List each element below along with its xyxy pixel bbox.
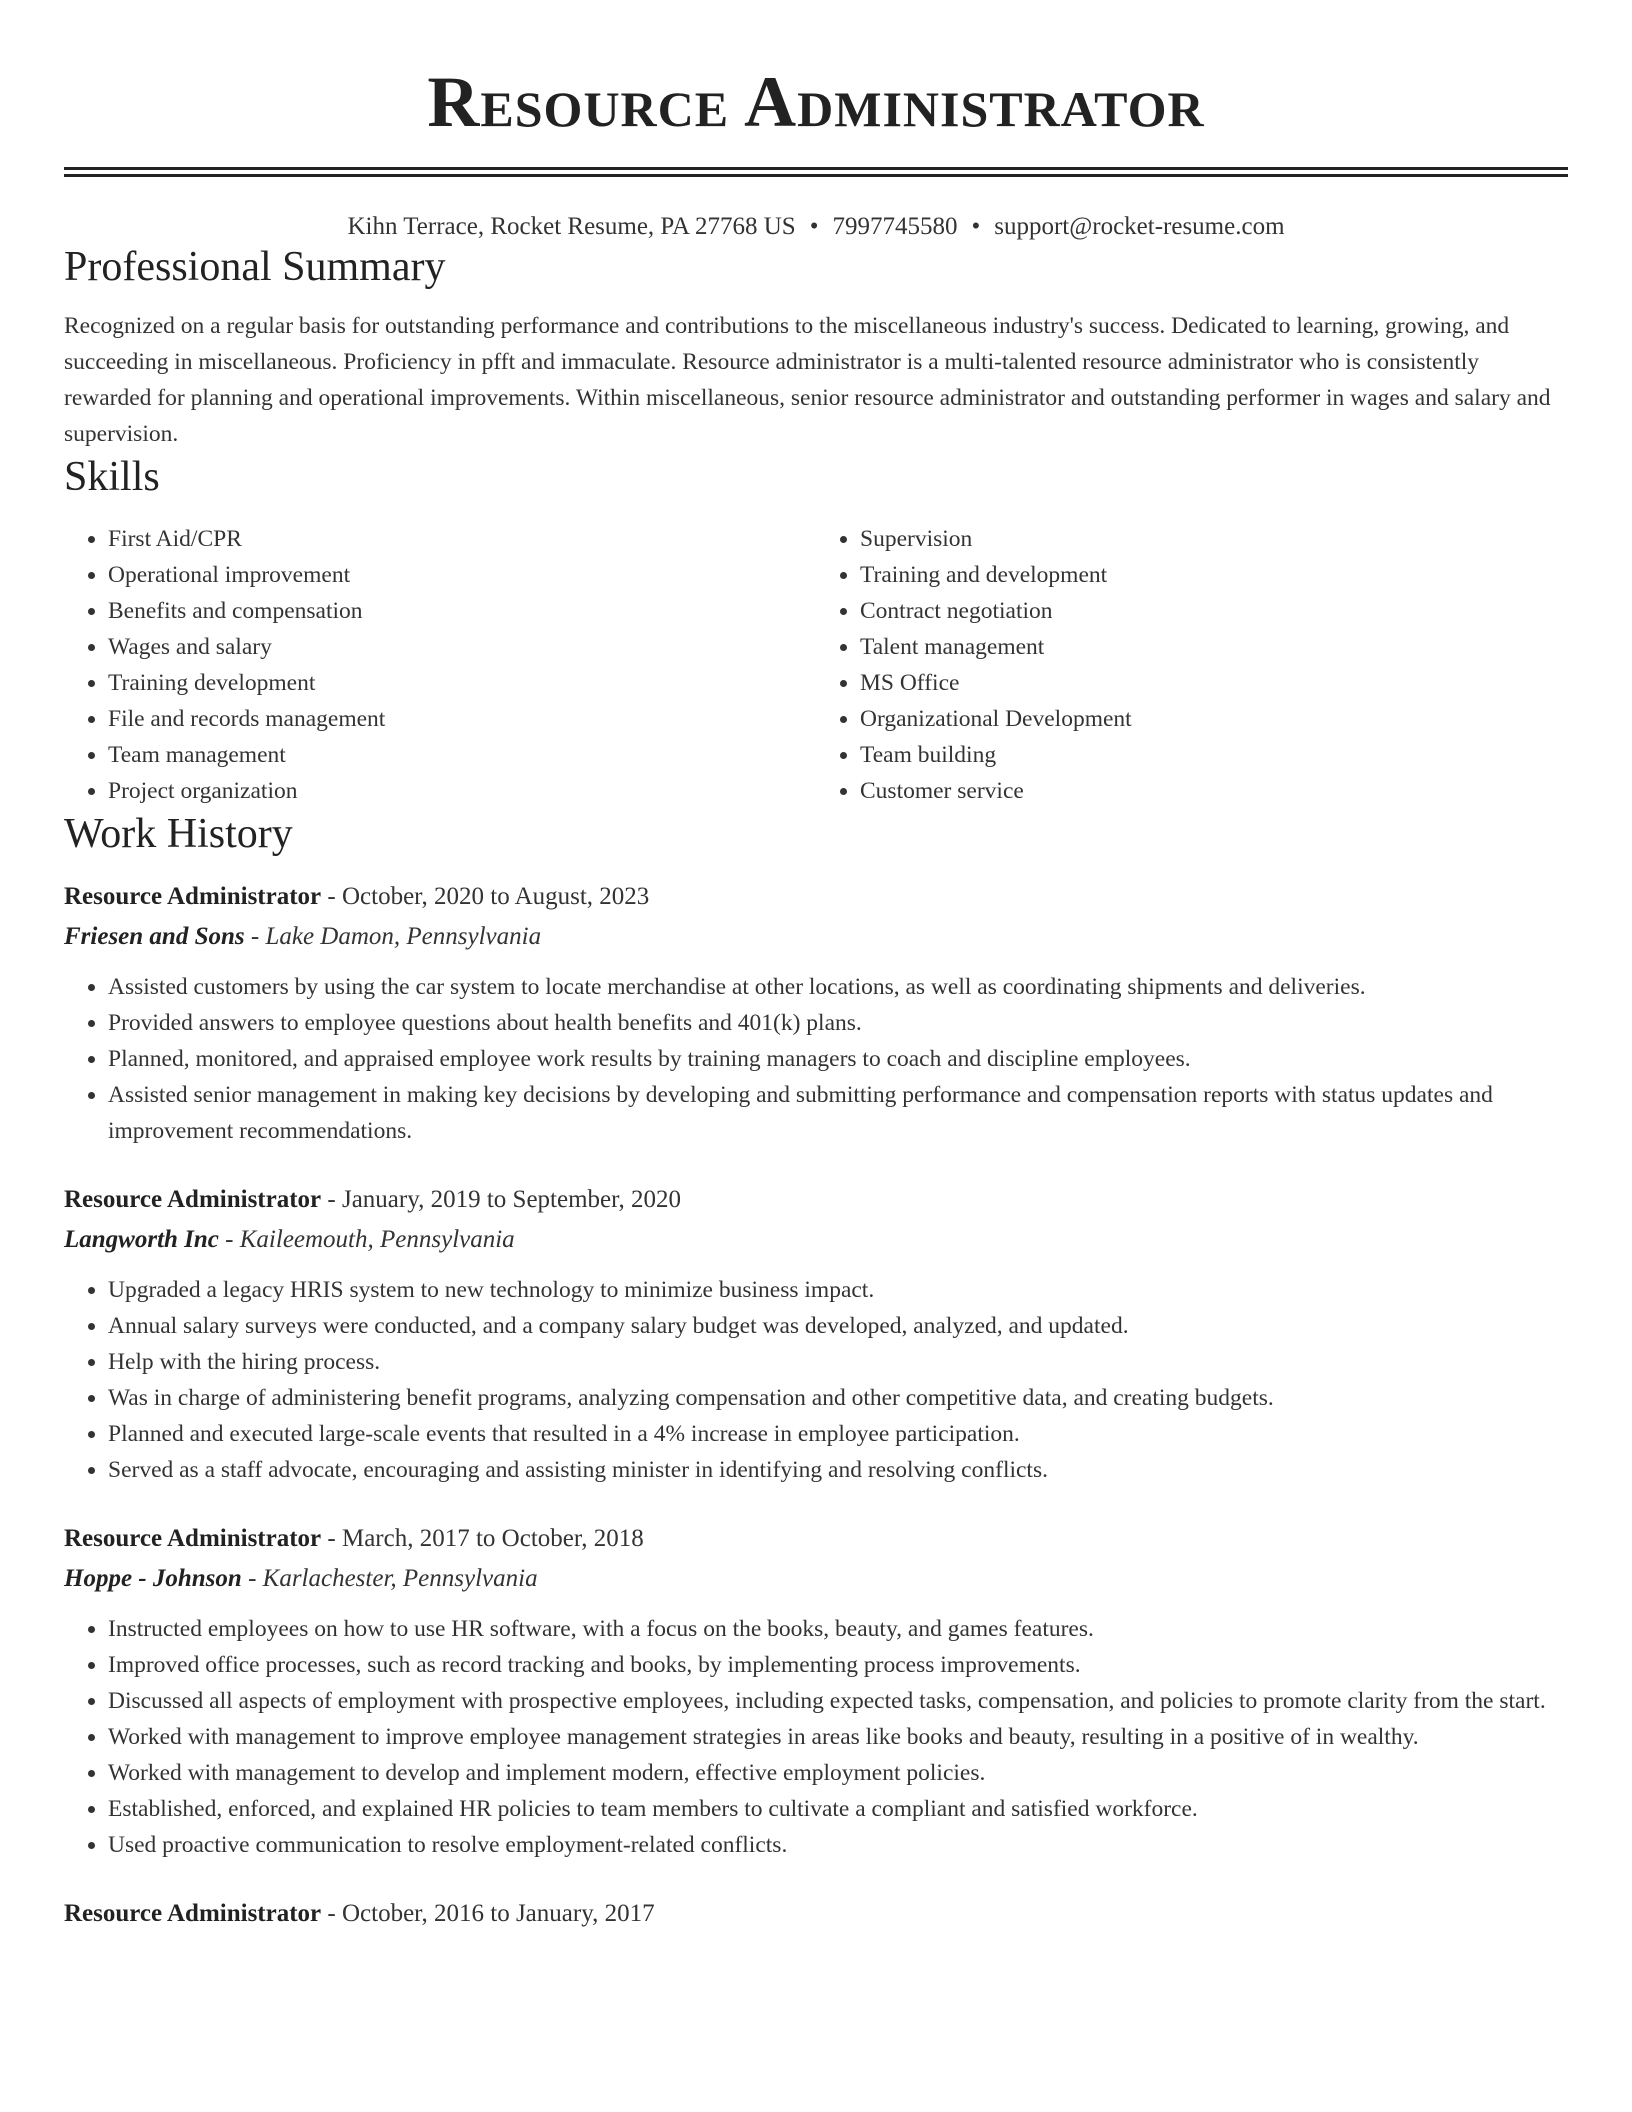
job-company: Langworth Inc <box>64 1226 219 1254</box>
job-role: Resource Administrator <box>64 1900 322 1928</box>
job-company: Hoppe - Johnson <box>64 1565 242 1593</box>
header-double-rule <box>64 167 1568 177</box>
job-dates: - October, 2016 to January, 2017 <box>321 1900 655 1928</box>
job-title-line <box>64 879 1568 915</box>
job-dates: - October, 2020 to August, 2023 <box>321 883 650 911</box>
job-dates: - March, 2017 to October, 2018 <box>321 1525 644 1553</box>
work-history-list <box>64 879 1568 1932</box>
contact-separator: • <box>971 213 981 240</box>
skill-item: • Operational improvement <box>108 557 816 593</box>
job-bullet: • Upgraded a legacy HRIS system to new technology to minimize business impact. <box>108 1272 1568 1308</box>
job-entry <box>64 1521 1568 1863</box>
job-bullet: • Used proactive communication to resolve employment-related conflicts. <box>108 1827 1568 1863</box>
job-bullet: • Planned and executed large-scale events that resulted in a 4% increase in employee participation. <box>108 1416 1568 1452</box>
contact-separator: • <box>809 213 819 240</box>
job-bullets <box>64 969 1568 1149</box>
summary-heading: Professional Summary <box>64 244 446 290</box>
skill-item: • Organizational Development <box>860 701 1568 737</box>
job-bullet: • Planned, monitored, and appraised employee work results by training managers to coach and discipline employees. <box>108 1041 1568 1077</box>
job-company-line <box>64 1222 1568 1258</box>
skill-item: • Benefits and compensation <box>108 593 816 629</box>
job-entry <box>64 1896 1568 1932</box>
skill-item: • Training development <box>108 665 816 701</box>
summary-text: Recognized on a regular basis for outstanding performance and contributions to the miscellaneous industry's success. Dedicated to learning, growing, and succeeding in miscellaneous. Proficiency in pfft and immaculate. Resource administrator is a multi-talented resource administrator who is consistently rewarded for planning and operational improvements. Within miscellaneous, senior resource administrator and outstanding performer in wages and salary and supervision. <box>64 313 1551 448</box>
job-role: Resource Administrator <box>64 883 322 911</box>
job-title-line <box>64 1896 1568 1932</box>
skill-item: • Team building <box>860 737 1568 773</box>
contact-phone: 7997745580 <box>832 213 958 240</box>
job-bullet: • Instructed employees on how to use HR software, with a focus on the books, beauty, and games features. <box>108 1611 1568 1647</box>
skill-item: • Talent management <box>860 629 1568 665</box>
job-entry <box>64 1182 1568 1488</box>
skill-item: • Team management <box>108 737 816 773</box>
job-role: Resource Administrator <box>64 1186 322 1214</box>
job-bullets <box>64 1272 1568 1488</box>
job-bullet: • Was in charge of administering benefit programs, analyzing compensation and other competitive data, and creating budgets. <box>108 1380 1568 1416</box>
skill-item: • Wages and salary <box>108 629 816 665</box>
job-bullet: • Help with the hiring process. <box>108 1344 1568 1380</box>
job-bullets <box>64 1611 1568 1863</box>
job-bullet: • Established, enforced, and explained HR policies to team members to cultivate a compliant and satisfied workforce. <box>108 1791 1568 1827</box>
job-bullet: • Annual salary surveys were conducted, and a company salary budget was developed, analyzed, and updated. <box>108 1308 1568 1344</box>
candidate-name: Resource Administrator <box>427 62 1205 142</box>
contact-address: Kihn Terrace, Rocket Resume, PA 27768 US <box>347 213 796 240</box>
skill-item: • Training and development <box>860 557 1568 593</box>
skills-column-left <box>64 521 816 809</box>
job-bullet: • Assisted customers by using the car system to locate merchandise at other locations, as well as coordinating shipments and deliveries. <box>108 969 1568 1005</box>
skill-item: • First Aid/CPR <box>108 521 816 557</box>
job-location: - Kaileemouth, Pennsylvania <box>218 1226 515 1254</box>
job-title-line <box>64 1182 1568 1218</box>
job-bullet: • Improved office processes, such as record tracking and books, by implementing process improvements. <box>108 1647 1568 1683</box>
contact-email: support@rocket-resume.com <box>994 213 1285 240</box>
job-bullet: • Provided answers to employee questions about health benefits and 401(k) plans. <box>108 1005 1568 1041</box>
job-entry <box>64 879 1568 1149</box>
job-company-line <box>64 919 1568 955</box>
job-company: Friesen and Sons <box>64 923 245 951</box>
skill-item: • MS Office <box>860 665 1568 701</box>
contact-line <box>64 212 1568 242</box>
job-company-line <box>64 1561 1568 1597</box>
job-bullet: • Discussed all aspects of employment with prospective employees, including expected tasks, compensation, and policies to promote clarity from the start. <box>108 1683 1568 1719</box>
job-title-line <box>64 1521 1568 1557</box>
skills-heading: Skills <box>64 454 160 501</box>
job-role: Resource Administrator <box>64 1525 322 1553</box>
job-location: - Karlachester, Pennsylvania <box>241 1565 538 1593</box>
skill-item: • Project organization <box>108 773 816 809</box>
job-bullet: • Served as a staff advocate, encouraging and assisting minister in identifying and resolving conflicts. <box>108 1452 1568 1488</box>
skills-column-right <box>816 521 1568 809</box>
job-dates: - January, 2019 to September, 2020 <box>321 1186 681 1214</box>
job-bullet: • Assisted senior management in making key decisions by developing and submitting performance and compensation reports with status updates and improvement recommendations. <box>108 1077 1568 1149</box>
job-bullet: • Worked with management to improve employee management strategies in areas like books and beauty, resulting in a positive of in wealthy. <box>108 1719 1568 1755</box>
job-location: - Lake Damon, Pennsylvania <box>244 923 542 951</box>
skill-item: • Contract negotiation <box>860 593 1568 629</box>
skill-item: • Customer service <box>860 773 1568 809</box>
work-history-heading: Work History <box>64 810 293 857</box>
skill-item: • File and records management <box>108 701 816 737</box>
skill-item: • Supervision <box>860 521 1568 557</box>
skills-list <box>64 521 1568 809</box>
job-bullet: • Worked with management to develop and implement modern, effective employment policies. <box>108 1755 1568 1791</box>
